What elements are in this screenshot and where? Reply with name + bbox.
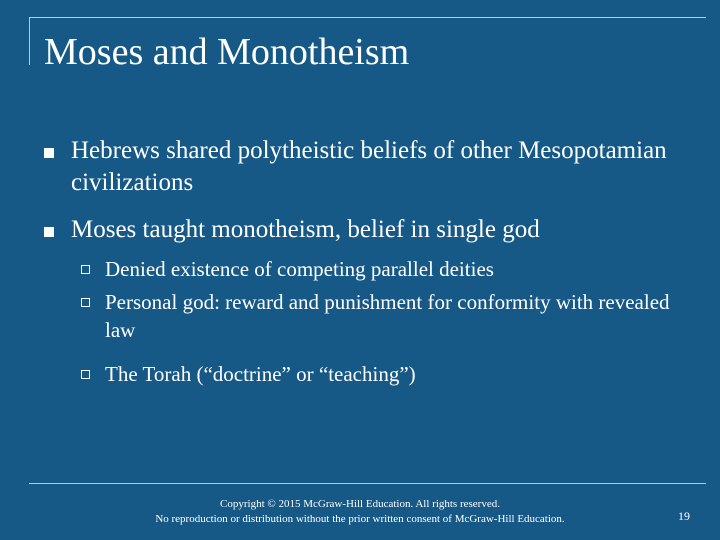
- square-bullet-icon: [44, 227, 54, 237]
- bullet-text: Moses taught monotheism, belief in single god: [71, 216, 540, 243]
- sub-bullet-text: The Torah (“doctrine” or “teaching”): [105, 362, 416, 386]
- hollow-square-bullet-icon: [81, 370, 90, 379]
- hollow-square-bullet-icon: [81, 265, 90, 274]
- sub-bullet-text: Denied existence of competing parallel deities: [105, 257, 494, 281]
- sub-bullet-text: Personal god: reward and punishment for conformity with revealed law: [105, 290, 670, 342]
- footer-divider: [29, 483, 706, 484]
- hollow-square-bullet-icon: [81, 298, 90, 307]
- title-frame-top-line: [29, 17, 706, 18]
- copyright-line: No reproduction or distribution without the prior written consent of McGraw-Hill Education.: [155, 513, 565, 525]
- slide-number: 19: [678, 509, 690, 523]
- copyright-line: Copyright © 2015 McGraw-Hill Education. All rights reserved.: [220, 498, 500, 510]
- copyright-footer: [90, 497, 630, 527]
- title-frame-left-line: [29, 17, 30, 65]
- bullet-text: Hebrews shared polytheistic beliefs of other Mesopotamian civilizations: [71, 137, 667, 196]
- square-bullet-icon: [44, 148, 54, 158]
- slide-title: Moses and Monotheism: [44, 31, 410, 73]
